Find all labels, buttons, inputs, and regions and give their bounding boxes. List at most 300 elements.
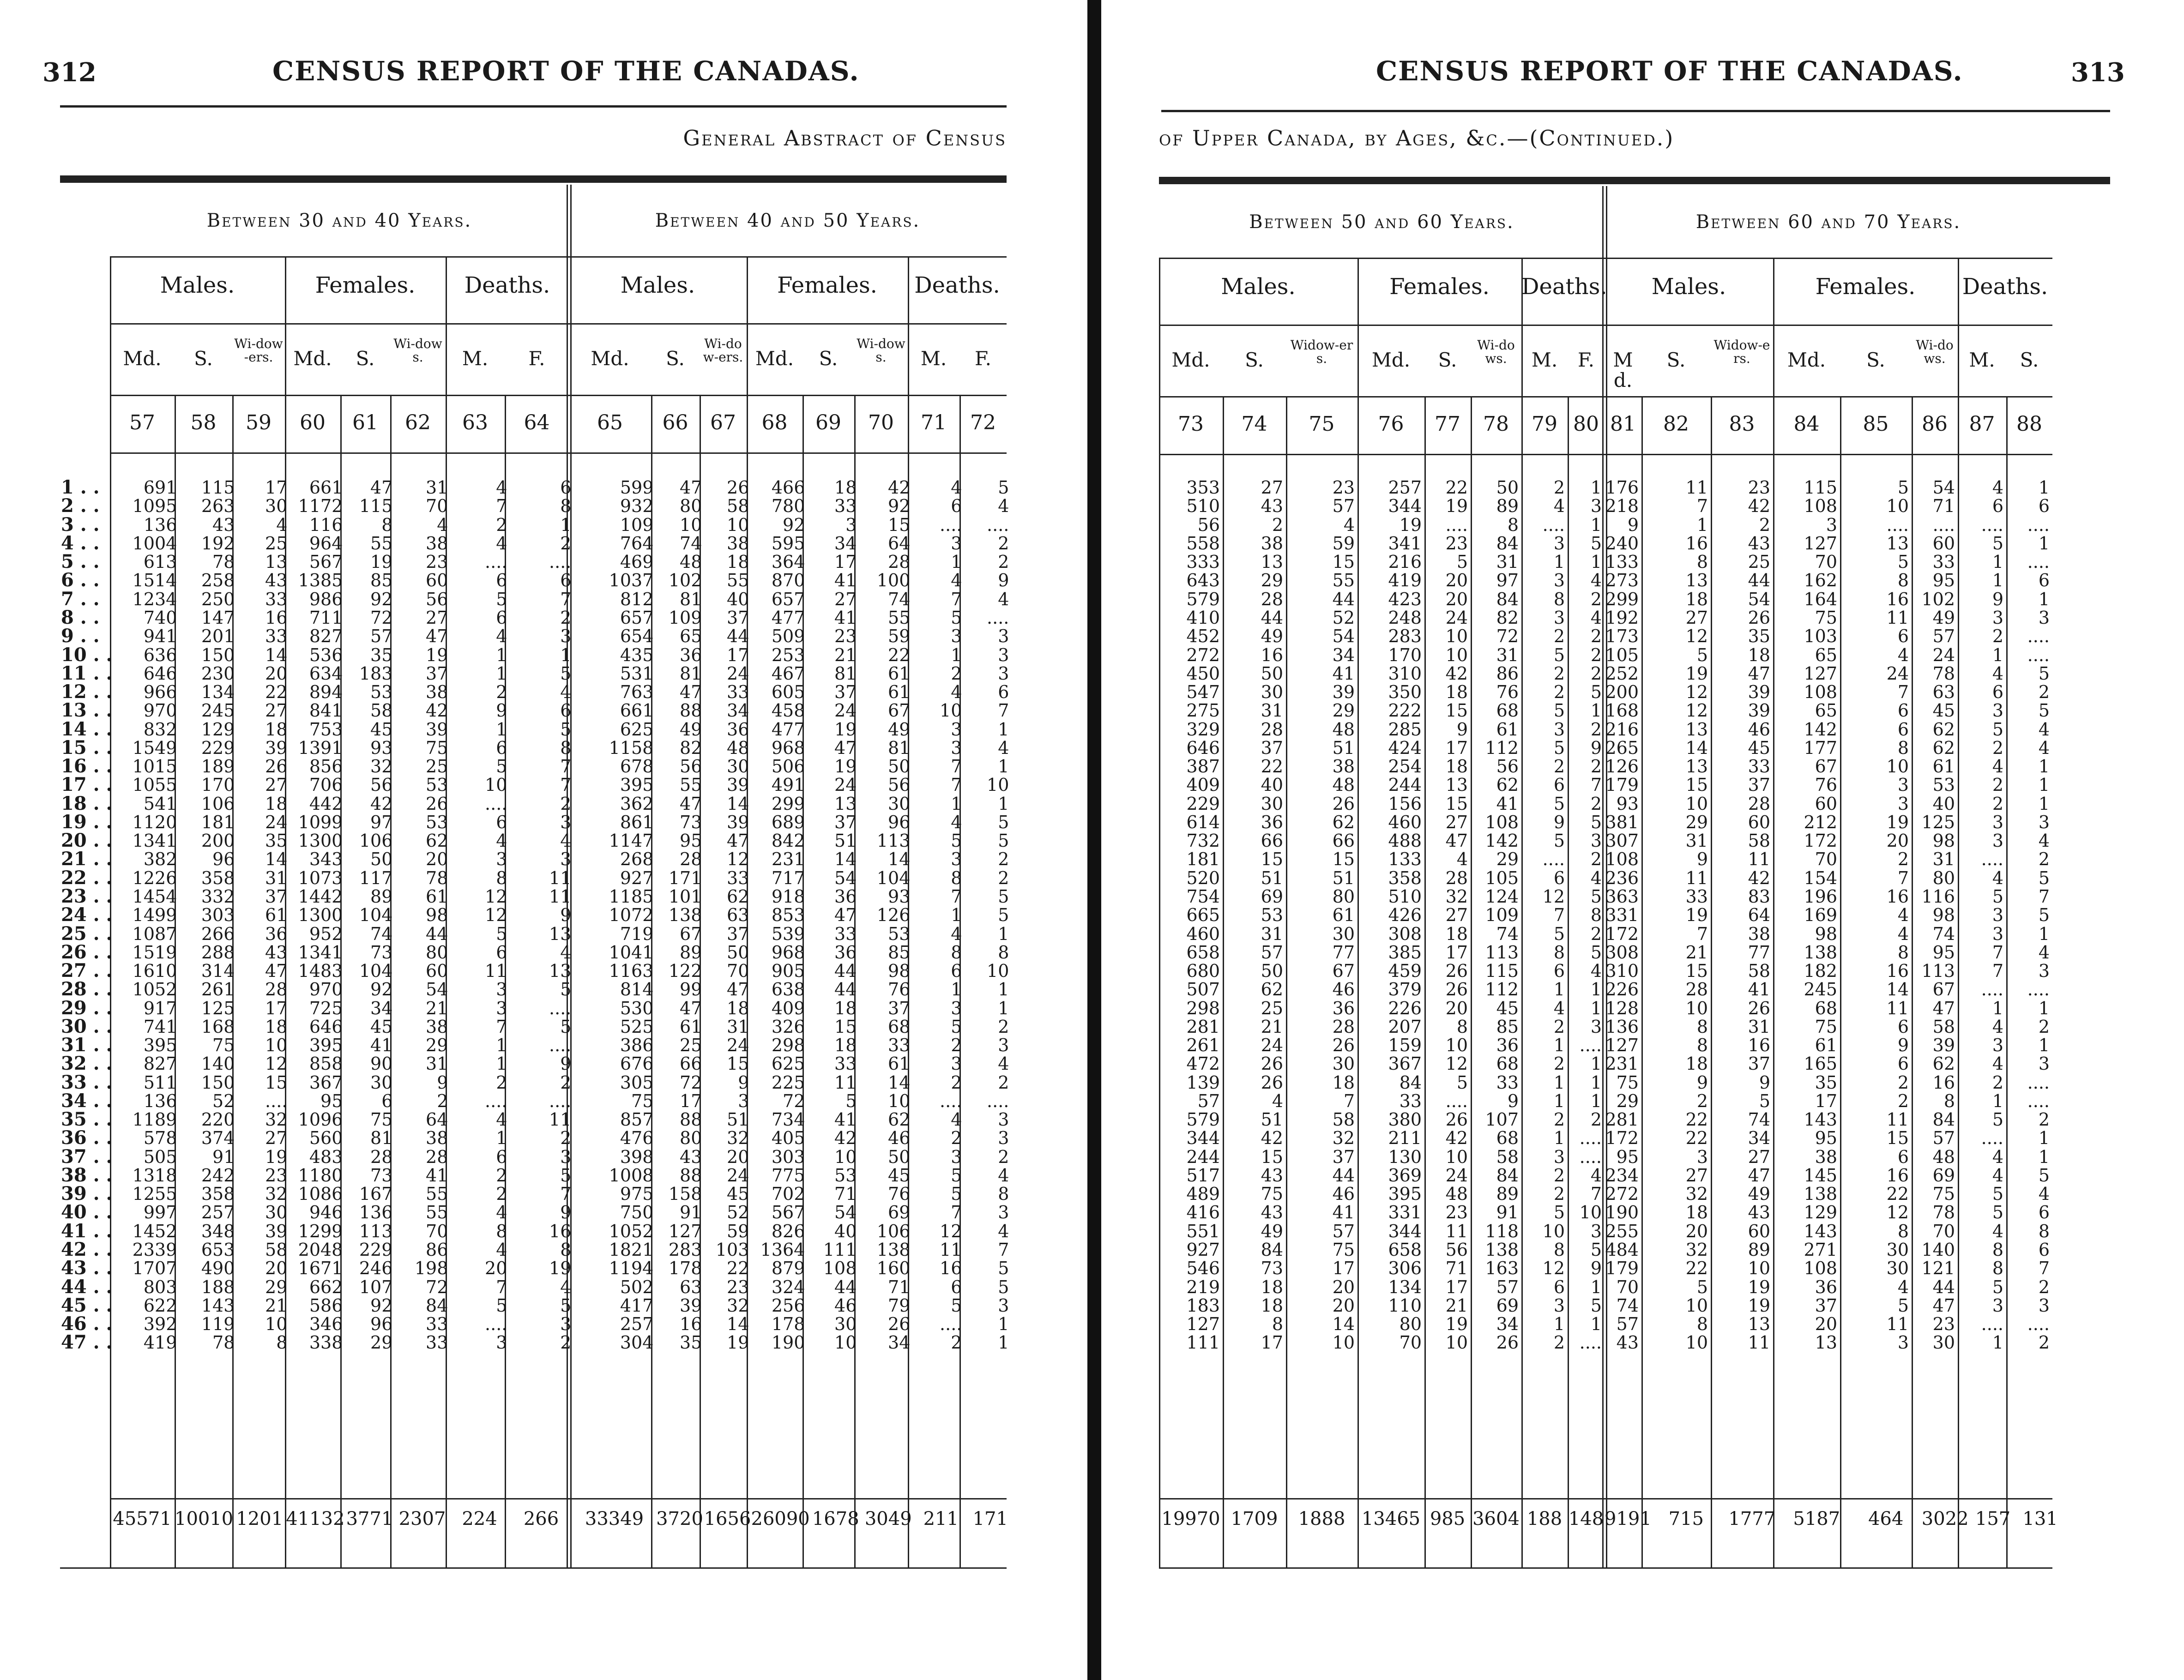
data-cell: 31 bbox=[1932, 849, 1955, 870]
data-cell: 417 bbox=[620, 1295, 654, 1316]
data-cell: 47 bbox=[834, 905, 857, 926]
data-cell: 5 bbox=[1992, 1109, 2003, 1130]
row-label: 20 . . bbox=[61, 830, 113, 852]
data-cell: 53 bbox=[1261, 905, 1283, 926]
data-cell: 72 bbox=[426, 1277, 448, 1297]
data-cell: 19 bbox=[1685, 663, 1708, 684]
data-cell: 44 bbox=[1332, 589, 1355, 609]
data-cell: 11 bbox=[1685, 477, 1708, 498]
data-cell: 7 bbox=[496, 1277, 507, 1297]
column-header: S. bbox=[819, 347, 838, 370]
data-cell: 409 bbox=[771, 998, 805, 1018]
data-cell: 47 bbox=[1748, 1165, 1770, 1186]
data-cell: 33 bbox=[1685, 886, 1708, 907]
data-cell: 108 bbox=[823, 1258, 857, 1279]
data-cell: 1821 bbox=[609, 1240, 654, 1260]
data-cell: 2 bbox=[998, 849, 1009, 870]
data-cell: 419 bbox=[1388, 570, 1422, 591]
data-cell: 6 bbox=[496, 570, 507, 591]
data-cell: 245 bbox=[1804, 979, 1837, 1000]
data-cell: 20 bbox=[1445, 998, 1468, 1018]
data-cell: 47 bbox=[265, 961, 288, 982]
total-cell: 10010 bbox=[175, 1508, 234, 1529]
data-cell: 9 bbox=[1507, 1090, 1519, 1111]
data-cell: 18 bbox=[834, 477, 857, 498]
data-cell: 8 bbox=[560, 737, 572, 758]
data-cell: 18 bbox=[834, 998, 857, 1018]
row-label: 27 . . bbox=[61, 960, 113, 982]
data-cell: 298 bbox=[771, 1035, 805, 1056]
data-cell: 3 bbox=[1553, 570, 1565, 591]
data-cell: 30 bbox=[370, 1072, 393, 1093]
data-cell: 379 bbox=[1388, 979, 1422, 1000]
data-cell: 12 bbox=[1542, 1258, 1565, 1279]
data-cell: 1300 bbox=[298, 831, 343, 851]
data-cell: 2 bbox=[1992, 1072, 2003, 1093]
total-cell: 3022 bbox=[1921, 1508, 1969, 1529]
data-cell: 266 bbox=[201, 923, 235, 944]
table-row bbox=[1159, 999, 2052, 1017]
data-cell: 9 bbox=[1696, 1072, 1708, 1093]
data-cell: 426 bbox=[1388, 905, 1422, 926]
data-cell: 234 bbox=[1605, 1165, 1639, 1186]
column-number: 81 bbox=[1610, 412, 1636, 436]
data-cell: 84 bbox=[1496, 533, 1519, 554]
data-cell: 7 bbox=[1992, 942, 2003, 963]
data-cell: 160 bbox=[876, 1258, 911, 1279]
data-cell: 2339 bbox=[132, 1240, 177, 1260]
data-cell: 9 bbox=[1590, 737, 1602, 758]
data-cell: 363 bbox=[1605, 886, 1639, 907]
data-cell: 82 bbox=[680, 737, 702, 758]
data-cell: 2 bbox=[1553, 1332, 1565, 1353]
column-header: Wi-dows. bbox=[1916, 337, 1954, 367]
data-cell: 39 bbox=[1748, 700, 1770, 721]
row-label: 32 . . bbox=[61, 1053, 113, 1075]
data-cell: 13 bbox=[834, 793, 857, 814]
total-cell: 3720 bbox=[656, 1508, 703, 1529]
data-cell: 15 bbox=[1332, 552, 1355, 572]
data-cell: 476 bbox=[620, 1128, 654, 1149]
data-cell: 5 bbox=[496, 923, 507, 944]
data-cell: 37 bbox=[834, 682, 857, 703]
data-cell: 22 bbox=[1261, 756, 1283, 777]
column-number: 69 bbox=[815, 411, 841, 434]
data-cell: 26 bbox=[1332, 1035, 1355, 1056]
data-cell: 416 bbox=[1186, 1202, 1220, 1223]
data-cell: 70 bbox=[1815, 849, 1837, 870]
data-cell: 20 bbox=[1445, 589, 1468, 609]
data-cell: 1 bbox=[1590, 1054, 1602, 1074]
data-cell: 332 bbox=[201, 886, 235, 907]
data-cell: 37 bbox=[888, 998, 911, 1018]
data-cell: .... bbox=[2027, 514, 2050, 535]
data-cell: 4 bbox=[1992, 756, 2003, 777]
data-cell: 314 bbox=[201, 961, 235, 982]
table-row bbox=[60, 1222, 1012, 1240]
data-cell: 62 bbox=[1261, 979, 1283, 1000]
data-cell: 5 bbox=[496, 756, 507, 777]
data-cell: 84 bbox=[1399, 1072, 1422, 1093]
data-cell: 145 bbox=[1804, 1165, 1837, 1186]
data-cell: 62 bbox=[1332, 812, 1355, 832]
column-header: S. bbox=[1666, 349, 1686, 371]
data-cell: 27 bbox=[1445, 812, 1468, 832]
data-cell: 61 bbox=[265, 905, 288, 926]
data-cell: 9 bbox=[1992, 589, 2003, 609]
data-cell: 58 bbox=[1748, 961, 1770, 982]
data-cell: 245 bbox=[201, 700, 235, 721]
data-cell: 1 bbox=[951, 905, 962, 926]
data-cell: 181 bbox=[1186, 849, 1220, 870]
data-cell: 2 bbox=[1553, 682, 1565, 703]
total-cell: 211 bbox=[923, 1508, 959, 1529]
column-header: Wi-dows. bbox=[857, 336, 905, 365]
data-cell: 10 bbox=[987, 961, 1009, 982]
data-cell: 18 bbox=[1445, 756, 1468, 777]
table-row bbox=[1159, 1054, 2052, 1073]
data-cell: 47 bbox=[834, 737, 857, 758]
data-cell: 1037 bbox=[609, 570, 654, 591]
column-number: 82 bbox=[1663, 412, 1689, 436]
data-cell: 329 bbox=[1186, 719, 1220, 740]
data-cell: 1099 bbox=[298, 812, 343, 832]
data-cell: 19 bbox=[1886, 812, 1909, 832]
data-cell: 1 bbox=[1553, 1090, 1565, 1111]
data-cell: 657 bbox=[771, 589, 805, 609]
data-cell: 48 bbox=[727, 737, 749, 758]
data-cell: 22 bbox=[1886, 1184, 1909, 1204]
data-cell: 98 bbox=[1932, 905, 1955, 926]
total-cell: 1201 bbox=[236, 1508, 284, 1529]
data-cell: 11 bbox=[1886, 1314, 1909, 1335]
data-cell: 47 bbox=[680, 477, 702, 498]
data-cell: 4 bbox=[496, 1202, 507, 1223]
data-cell: 10 bbox=[888, 1090, 911, 1111]
data-cell: 517 bbox=[1186, 1165, 1220, 1186]
data-cell: 58 bbox=[1332, 1109, 1355, 1130]
data-cell: 460 bbox=[1186, 923, 1220, 944]
data-cell: 55 bbox=[680, 775, 702, 795]
data-cell: 4 bbox=[1456, 849, 1468, 870]
data-cell: 16 bbox=[1932, 1072, 1955, 1093]
table-row bbox=[1159, 720, 2052, 738]
data-cell: 764 bbox=[620, 533, 654, 554]
data-cell: 125 bbox=[201, 998, 235, 1018]
data-cell: 775 bbox=[771, 1165, 805, 1186]
header-rule bbox=[1161, 110, 2110, 112]
data-cell: 183 bbox=[359, 663, 393, 684]
data-cell: 338 bbox=[309, 1332, 343, 1353]
data-cell: 6 bbox=[951, 961, 962, 982]
data-cell: 106 bbox=[359, 831, 393, 851]
data-cell: 1073 bbox=[298, 867, 343, 888]
data-cell: 11 bbox=[834, 1072, 857, 1093]
data-cell: 2 bbox=[2038, 1277, 2050, 1297]
table-row bbox=[1159, 1222, 2052, 1240]
data-cell: 1158 bbox=[609, 737, 654, 758]
data-cell: 43 bbox=[1748, 1202, 1770, 1223]
data-cell: 108 bbox=[1804, 1258, 1837, 1279]
data-cell: 1318 bbox=[132, 1165, 177, 1186]
table-row bbox=[1159, 1240, 2052, 1259]
table-row bbox=[1159, 1036, 2052, 1054]
data-cell: 98 bbox=[426, 905, 448, 926]
row-label: 9 . . bbox=[61, 625, 100, 647]
data-cell: 1 bbox=[998, 979, 1009, 1000]
data-cell: 358 bbox=[201, 867, 235, 888]
total-cell: 1709 bbox=[1231, 1508, 1278, 1529]
data-cell: 662 bbox=[309, 1277, 343, 1297]
data-cell: 27 bbox=[265, 1128, 288, 1149]
data-cell: 5 bbox=[951, 1016, 962, 1037]
data-cell: 579 bbox=[1186, 1109, 1220, 1130]
data-cell: 3 bbox=[496, 998, 507, 1018]
data-cell: 387 bbox=[1186, 756, 1220, 777]
data-cell: 40 bbox=[834, 1221, 857, 1241]
data-cell: 2 bbox=[951, 1128, 962, 1149]
data-cell: 5 bbox=[998, 831, 1009, 851]
data-cell: 5 bbox=[1992, 1184, 2003, 1204]
data-cell: 109 bbox=[668, 607, 702, 628]
data-cell: 2 bbox=[1590, 663, 1602, 684]
data-cell: 95 bbox=[1932, 942, 1955, 963]
data-cell: 31 bbox=[426, 477, 448, 498]
data-cell: 73 bbox=[370, 1165, 393, 1186]
data-cell: 4 bbox=[1590, 867, 1602, 888]
data-cell: 85 bbox=[370, 570, 393, 591]
data-cell: 56 bbox=[680, 756, 702, 777]
data-cell: 4 bbox=[998, 1165, 1009, 1186]
data-cell: 298 bbox=[1186, 998, 1220, 1018]
data-cell: 1 bbox=[1553, 1072, 1565, 1093]
data-cell: 856 bbox=[309, 756, 343, 777]
data-cell: 26 bbox=[1445, 1109, 1468, 1130]
data-cell: 47 bbox=[680, 998, 702, 1018]
data-cell: 14 bbox=[1685, 737, 1708, 758]
data-cell: 36 bbox=[1332, 998, 1355, 1018]
data-cell: 3 bbox=[1897, 793, 1909, 814]
data-cell: 305 bbox=[620, 1072, 654, 1093]
data-cell: 19 bbox=[1445, 496, 1468, 517]
sex-group-header: Deaths. bbox=[1521, 274, 1607, 300]
data-cell: 35 bbox=[265, 831, 288, 851]
data-cell: 81 bbox=[370, 1128, 393, 1149]
data-cell: 138 bbox=[1485, 1240, 1519, 1260]
data-cell: 46 bbox=[834, 1295, 857, 1316]
data-cell: 34 bbox=[1496, 1314, 1519, 1335]
data-cell: 19 bbox=[265, 1146, 288, 1167]
data-cell: 265 bbox=[1605, 737, 1639, 758]
total-cell: 1656 bbox=[704, 1508, 751, 1529]
data-cell: 10 bbox=[1886, 756, 1909, 777]
row-label: 28 . . bbox=[61, 978, 113, 1000]
data-cell: 842 bbox=[771, 831, 805, 851]
data-cell: 93 bbox=[1616, 793, 1639, 814]
data-cell: 358 bbox=[1388, 867, 1422, 888]
data-cell: 879 bbox=[771, 1258, 805, 1279]
column-number: 57 bbox=[129, 411, 155, 434]
table-row bbox=[60, 1185, 1012, 1203]
data-cell: 257 bbox=[201, 1202, 235, 1223]
row-label: 5 . . bbox=[61, 551, 100, 573]
data-cell: 69 bbox=[888, 1202, 911, 1223]
data-cell: 74 bbox=[370, 923, 393, 944]
table-row bbox=[60, 478, 1012, 497]
data-cell: 78 bbox=[426, 867, 448, 888]
data-cell: 11 bbox=[1886, 607, 1909, 628]
data-cell: 58 bbox=[1496, 1146, 1519, 1167]
data-cell: 70 bbox=[727, 961, 749, 982]
total-cell: 188 bbox=[1526, 1508, 1563, 1529]
data-cell: 95 bbox=[320, 1090, 343, 1111]
data-cell: 44 bbox=[834, 961, 857, 982]
data-cell: 24 bbox=[1932, 644, 1955, 665]
data-cell: 1 bbox=[998, 998, 1009, 1018]
table-row bbox=[1159, 534, 2052, 553]
data-cell: 272 bbox=[1605, 1184, 1639, 1204]
data-cell: 256 bbox=[771, 1295, 805, 1316]
data-cell: 2 bbox=[560, 793, 572, 814]
column-number: 61 bbox=[352, 411, 378, 434]
data-cell: 127 bbox=[1605, 1035, 1639, 1056]
data-cell: 2 bbox=[1590, 1109, 1602, 1130]
data-cell: 1364 bbox=[760, 1240, 805, 1260]
data-cell: 1483 bbox=[298, 961, 343, 982]
data-cell: 2 bbox=[1590, 644, 1602, 665]
data-cell: 57 bbox=[1616, 1314, 1639, 1335]
data-cell: 841 bbox=[309, 700, 343, 721]
data-cell: 27 bbox=[834, 589, 857, 609]
data-cell: 14 bbox=[265, 644, 288, 665]
data-cell: 346 bbox=[309, 1314, 343, 1335]
data-cell: 1 bbox=[951, 793, 962, 814]
column-header: Md. bbox=[1613, 349, 1633, 392]
data-cell: 139 bbox=[1186, 1072, 1220, 1093]
table-row bbox=[1159, 1110, 2052, 1129]
column-number: 76 bbox=[1378, 412, 1404, 436]
data-cell: 9 bbox=[1456, 719, 1468, 740]
data-cell: 1189 bbox=[132, 1109, 177, 1130]
data-cell: 310 bbox=[1388, 663, 1422, 684]
data-cell: 66 bbox=[1261, 831, 1283, 851]
data-cell: 37 bbox=[1815, 1295, 1837, 1316]
data-cell: 229 bbox=[201, 737, 235, 758]
column-number: 84 bbox=[1793, 412, 1820, 436]
data-cell: 55 bbox=[727, 570, 749, 591]
data-cell: 1 bbox=[998, 1332, 1009, 1353]
total-cell: 171 bbox=[972, 1508, 1008, 1529]
data-cell: 43 bbox=[265, 942, 288, 963]
data-cell: 3 bbox=[2038, 607, 2050, 628]
data-cell: 7 bbox=[951, 775, 962, 795]
data-cell: 326 bbox=[771, 1016, 805, 1037]
data-cell: 1671 bbox=[298, 1258, 343, 1279]
data-cell: 490 bbox=[201, 1258, 235, 1279]
data-cell: 1 bbox=[2038, 756, 2050, 777]
data-cell: 5 bbox=[1590, 682, 1602, 703]
total-cell: 33349 bbox=[585, 1508, 644, 1529]
data-cell: 29 bbox=[1261, 570, 1283, 591]
data-cell: 1 bbox=[1992, 570, 2003, 591]
data-cell: 1255 bbox=[132, 1184, 177, 1204]
data-cell: 40 bbox=[727, 589, 749, 609]
data-cell: 13 bbox=[1261, 552, 1283, 572]
data-cell: 56 bbox=[1197, 514, 1220, 535]
data-cell: 4 bbox=[998, 589, 1009, 609]
data-cell: 3 bbox=[998, 1128, 1009, 1149]
data-cell: 127 bbox=[1804, 533, 1837, 554]
data-cell: 5 bbox=[2038, 663, 2050, 684]
data-cell: 4 bbox=[2038, 719, 2050, 740]
table-row bbox=[1159, 924, 2052, 943]
data-cell: 20 bbox=[727, 1146, 749, 1167]
data-cell: 27 bbox=[1445, 905, 1468, 926]
data-cell: 1 bbox=[560, 514, 572, 535]
data-cell: 22 bbox=[1445, 477, 1468, 498]
data-cell: 362 bbox=[620, 793, 654, 814]
totals-row bbox=[1159, 1500, 2063, 1537]
column-header: S. bbox=[356, 347, 375, 370]
data-cell: 58 bbox=[1748, 831, 1770, 851]
data-cell: 38 bbox=[1815, 1146, 1837, 1167]
data-cell: 6 bbox=[2038, 1240, 2050, 1260]
table-row bbox=[60, 980, 1012, 999]
data-cell: 4 bbox=[1897, 923, 1909, 944]
data-cell: 658 bbox=[1388, 1240, 1422, 1260]
data-cell: 12 bbox=[485, 886, 507, 907]
data-cell: 510 bbox=[1186, 496, 1220, 517]
data-cell: 2 bbox=[1897, 1072, 1909, 1093]
data-cell: 229 bbox=[1186, 793, 1220, 814]
column-number: 72 bbox=[970, 411, 996, 434]
data-cell: 136 bbox=[359, 1202, 393, 1223]
data-cell: 49 bbox=[1261, 626, 1283, 647]
data-cell: 70 bbox=[426, 1221, 448, 1241]
data-cell: 216 bbox=[1605, 719, 1639, 740]
table-row bbox=[60, 497, 1012, 515]
data-cell: 63 bbox=[727, 905, 749, 926]
row-label: 1 . . bbox=[61, 476, 100, 499]
data-cell: 4 bbox=[998, 1221, 1009, 1241]
data-cell: 3 bbox=[1992, 1035, 2003, 1056]
data-cell: 54 bbox=[1748, 589, 1770, 609]
data-cell: 8 bbox=[1696, 1314, 1708, 1335]
data-cell: 100 bbox=[876, 570, 911, 591]
data-cell: 5 bbox=[951, 607, 962, 628]
data-cell: 24 bbox=[727, 663, 749, 684]
data-cell: 1 bbox=[496, 1054, 507, 1074]
data-cell: 1095 bbox=[132, 496, 177, 517]
total-cell: 13465 bbox=[1361, 1508, 1421, 1529]
data-cell: 419 bbox=[143, 1332, 177, 1353]
data-cell: 50 bbox=[370, 849, 393, 870]
data-cell: 68 bbox=[888, 1016, 911, 1037]
data-cell: 257 bbox=[620, 1314, 654, 1335]
data-cell: 41 bbox=[834, 607, 857, 628]
data-cell: 450 bbox=[1186, 663, 1220, 684]
data-cell: 189 bbox=[201, 756, 235, 777]
column-header: S. bbox=[2020, 349, 2039, 371]
data-cell: 3 bbox=[1553, 533, 1565, 554]
data-cell: 2 bbox=[1590, 719, 1602, 740]
data-cell: 88 bbox=[680, 1165, 702, 1186]
data-cell: 281 bbox=[1605, 1109, 1639, 1130]
data-cell: 42 bbox=[888, 477, 911, 498]
data-cell: 78 bbox=[1932, 663, 1955, 684]
data-cell: 7 bbox=[560, 775, 572, 795]
data-cell: 1452 bbox=[132, 1221, 177, 1241]
